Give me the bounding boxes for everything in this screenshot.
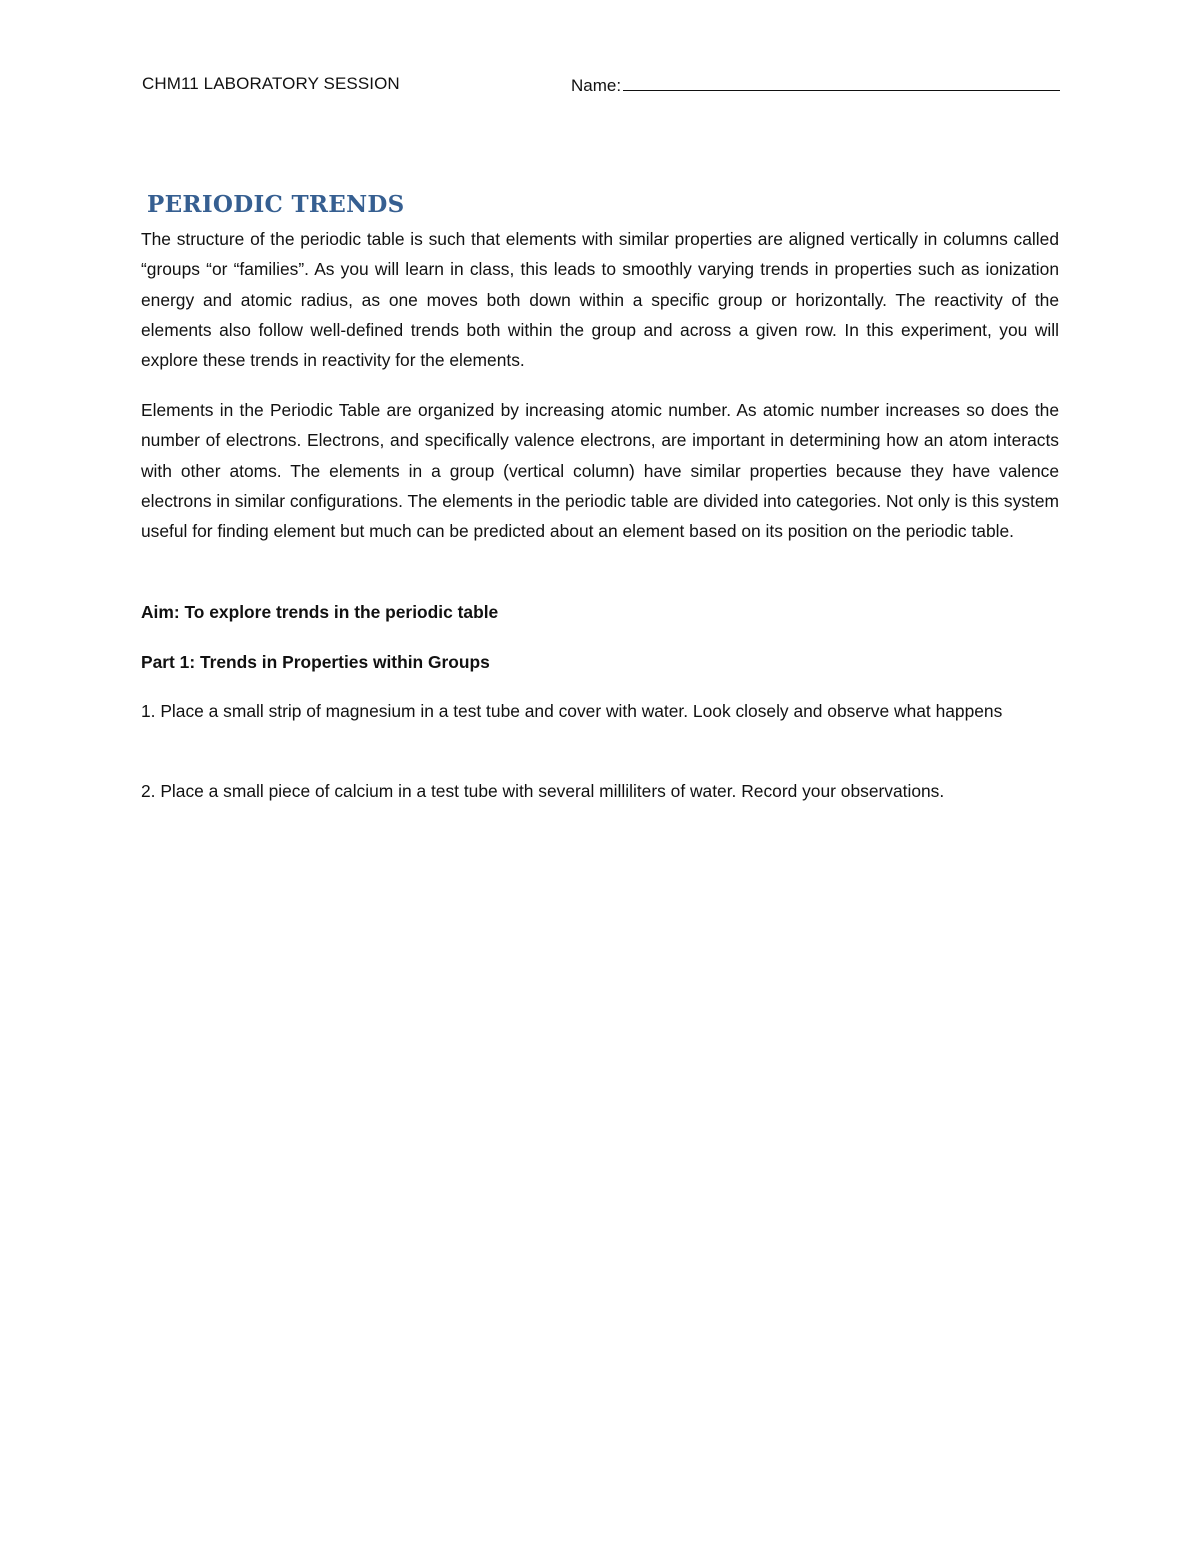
page-title: PERIODIC TRENDS — [147, 191, 405, 218]
name-field — [571, 72, 1060, 98]
elements-paragraph: Elements in the Periodic Table are organized by increasing atomic number. As atomic number increases so does the number of electrons. Electrons, and specifically valence electrons, are important in determining how an atom interacts with other atoms. The elements in a group (vertical column) have similar properties because they have valence electrons in similar configurations. The elements in the periodic table are divided into categories. Not only is this system useful for finding element but much can be predicted about an element based on its position on the periodic table. — [141, 400, 1059, 542]
course-label: CHM11 LABORATORY SESSION — [142, 74, 400, 93]
page-header — [142, 72, 1060, 98]
intro-paragraph: The structure of the periodic table is such that elements with similar properties are aligned vertically in columns called “groups “or “families”. As you will learn in class, this leads to smoothly varying trends in properties such as ionization energy and atomic radius, as one moves both down within a specific group or horizontally. The reactivity of the elements also follow well-defined trends both within the group and across a given row. In this experiment, you will explore these trends in reactivity for the elements. — [141, 229, 1059, 371]
procedure-step-2: 2. Place a small piece of calcium in a test tube with several milliliters of water. Record your observations. — [141, 781, 945, 801]
aim-statement: Aim: To explore trends in the periodic table — [141, 602, 499, 622]
name-label: Name: — [571, 76, 622, 95]
name-underline — [623, 72, 1060, 91]
procedure-step-1: 1. Place a small strip of magnesium in a test tube and cover with water. Look closely and observe what happens — [141, 701, 1003, 721]
part1-heading: Part 1: Trends in Properties within Groups — [141, 652, 490, 672]
